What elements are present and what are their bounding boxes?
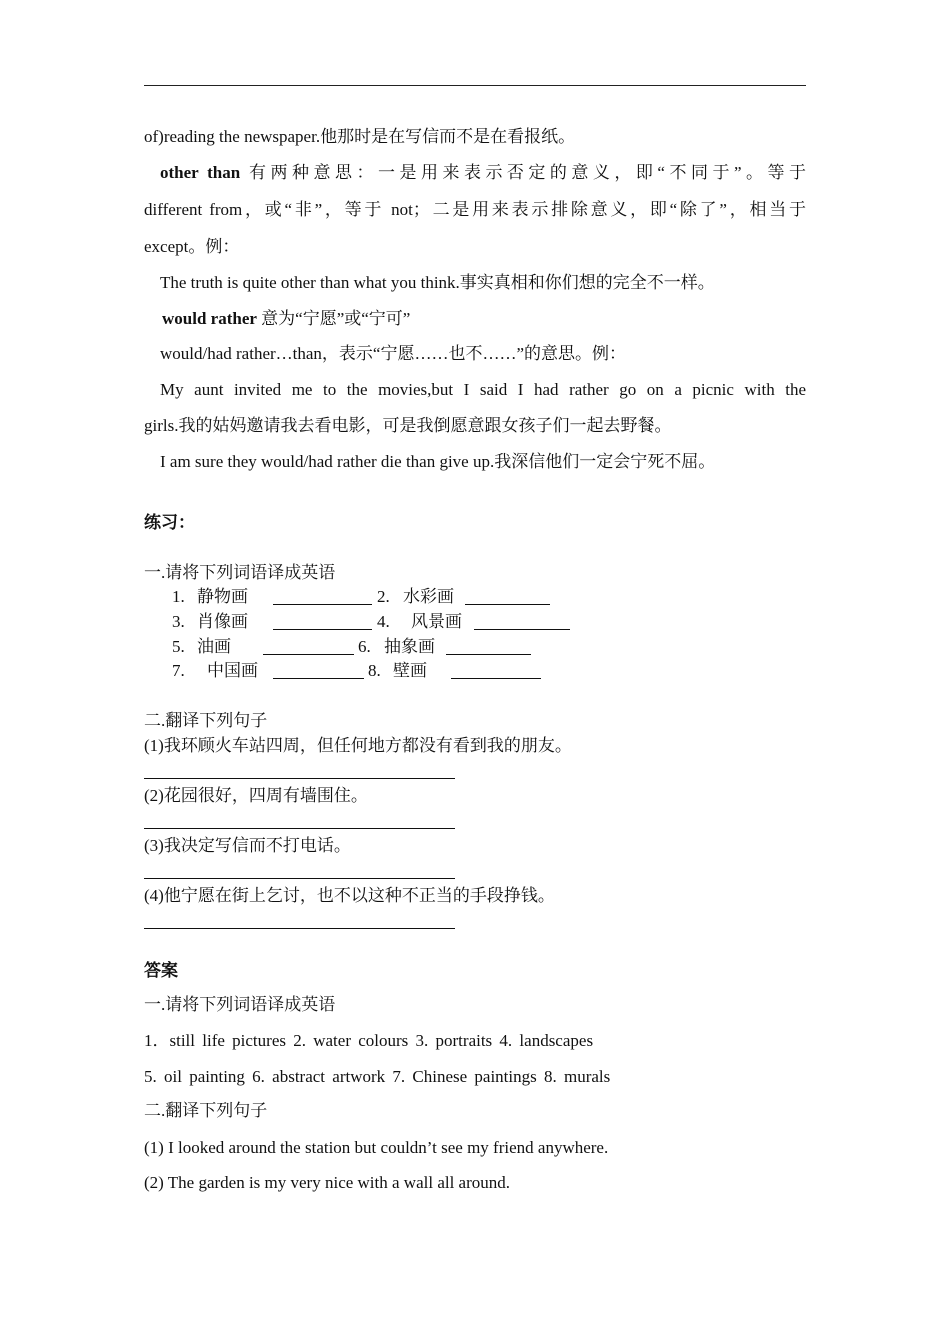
item-number: 5. <box>172 637 185 656</box>
answer-sentence-1: (1) I looked around the station but couldn’t see my friend anywhere. <box>144 1138 609 1157</box>
answer-line[interactable] <box>144 828 455 829</box>
had-rather-line: would/had rather…than，表示“宁愿……也不……”的意思。例： <box>160 344 627 363</box>
other-than-line-2: different from，或“非”，等于 not；二是用来表示排除意义，即“除了”，相当于 <box>144 200 806 219</box>
item-number: 1. <box>172 587 185 606</box>
item-word: 静物画 <box>197 587 248 606</box>
answer-blank[interactable] <box>474 629 570 630</box>
item-word: 抽象画 <box>384 637 435 656</box>
sentence-2: (2)花园很好，四周有墙围住。 <box>144 786 368 805</box>
other-than-line-1 <box>160 162 806 184</box>
answer-sentence-2: (2) The garden is my very nice with a wall all around. <box>144 1173 511 1192</box>
item-word: 风景画 <box>411 612 462 631</box>
item-word: 油画 <box>197 637 231 656</box>
answer-line[interactable] <box>144 778 455 779</box>
item-number: 2. <box>377 587 390 606</box>
item-number: 7. <box>172 661 185 680</box>
answers-part2-title: 二.翻译下列句子 <box>144 1101 268 1120</box>
would-rather-term: would rather <box>162 309 257 328</box>
other-than-line-3: except。例： <box>144 237 240 256</box>
item-number: 8. <box>368 661 381 680</box>
answers-row-2: 5. oil painting 6. abstract artwork 7. Chinese paintings 8. murals <box>144 1067 611 1086</box>
item-word: 肖像画 <box>197 612 248 631</box>
answer-blank[interactable] <box>263 654 354 655</box>
answer-blank[interactable] <box>273 678 364 679</box>
answer-line[interactable] <box>144 878 455 879</box>
example-3: I am sure they would/had rather die than give up.我深信他们一定会宁死不屈。 <box>160 452 716 471</box>
item-word: 中国画 <box>207 661 258 680</box>
exercise-part1-title: 一.请将下列词语译成英语 <box>144 563 336 582</box>
header-rule <box>144 85 806 86</box>
would-rather-line <box>162 308 808 330</box>
other-than-term: other than <box>160 163 241 182</box>
example-1: The truth is quite other than what you think.事实真相和你们想的完全不一样。 <box>160 273 715 292</box>
sentence-1: (1)我环顾火车站四周，但任何地方都没有看到我的朋友。 <box>144 736 572 755</box>
other-than-definition: 有两种意思：一是用来表示否定的意义，即“不同于”。等于 <box>248 163 806 182</box>
example-2-line-2: girls.我的姑妈邀请我去看电影，可是我倒愿意跟女孩子们一起去野餐。 <box>144 416 672 435</box>
exercise-title: 练习： <box>144 513 195 532</box>
answers-part1-title: 一.请将下列词语译成英语 <box>144 995 336 1014</box>
answer-blank[interactable] <box>273 629 372 630</box>
item-word: 壁画 <box>393 661 427 680</box>
example-2-line-1: My aunt invited me to the movies,but I said I had rather go on a picnic with the <box>160 380 806 399</box>
item-number: 6. <box>358 637 371 656</box>
would-rather-definition: 意为“宁愿”或“宁可” <box>261 309 411 328</box>
item-number: 4. <box>377 612 390 631</box>
answer-line[interactable] <box>144 928 455 929</box>
item-word: 水彩画 <box>403 587 454 606</box>
answer-blank[interactable] <box>465 604 550 605</box>
answers-title: 答案 <box>144 961 178 980</box>
answer-blank[interactable] <box>451 678 541 679</box>
answer-blank[interactable] <box>446 654 531 655</box>
sentence-4: (4)他宁愿在街上乞讨，也不以这种不正当的手段挣钱。 <box>144 886 555 905</box>
exercise-part2-title: 二.翻译下列句子 <box>144 711 268 730</box>
sentence-3: (3)我决定写信而不打电话。 <box>144 836 351 855</box>
answers-row-1: 1．still life pictures 2. water colours 3. portraits 4. landscapes <box>144 1031 594 1050</box>
item-number: 3. <box>172 612 185 631</box>
note-paragraph-1: of)reading the newspaper.他那时是在写信而不是在看报纸。 <box>144 127 576 146</box>
answer-blank[interactable] <box>273 604 372 605</box>
